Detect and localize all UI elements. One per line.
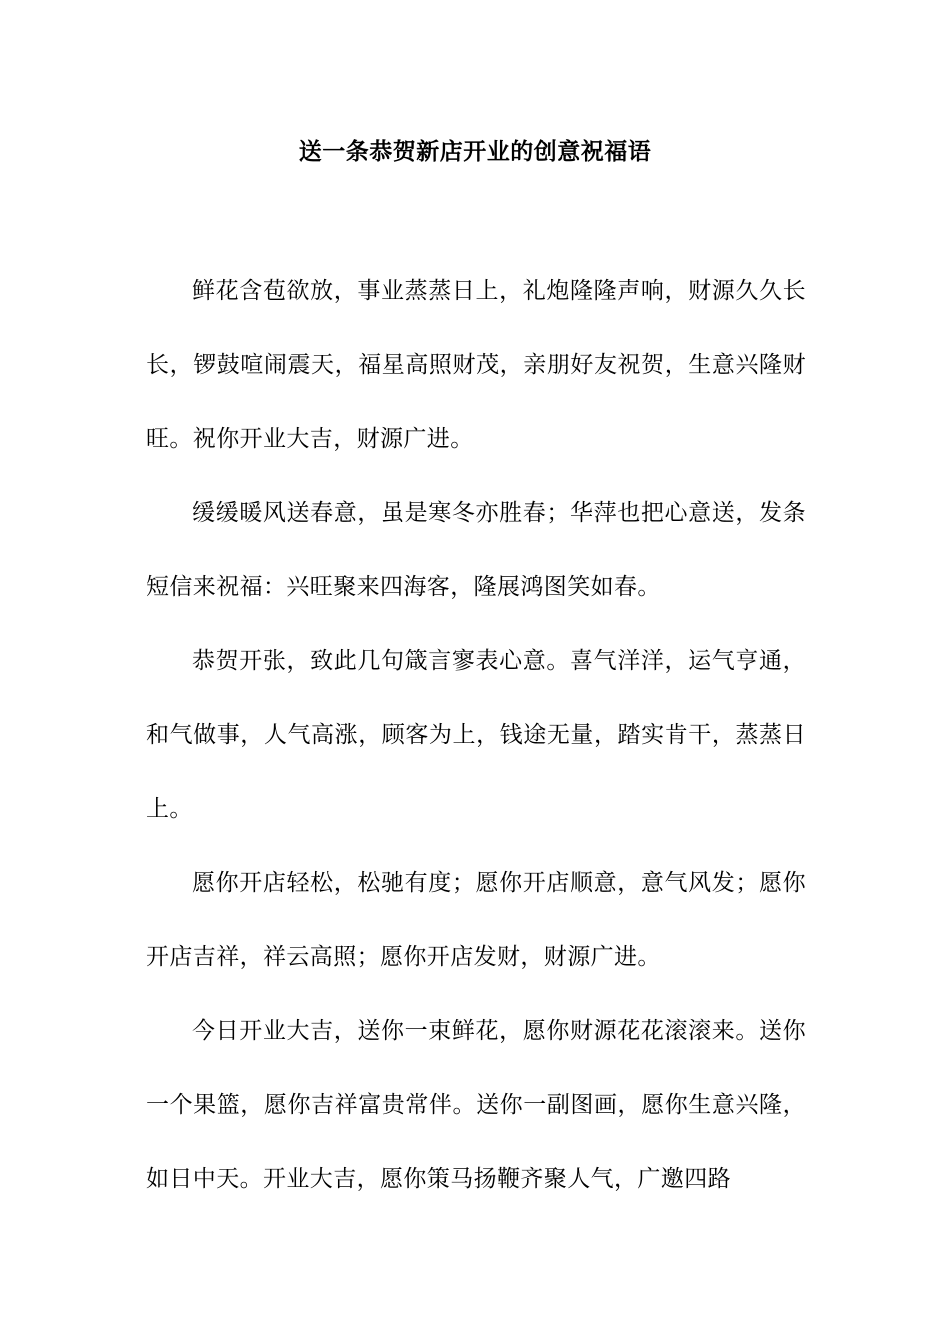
paragraph-1: 鲜花含苞欲放，事业蒸蒸日上，礼炮隆隆声响，财源久久长长，锣鼓喧闹震天，福星高照财茂，亲朋好友祝贺，生意兴隆财旺。祝你开业大吉，财源广进。 [146, 278, 806, 452]
paragraph-5: 今日开业大吉，送你一束鲜花，愿你财源花花滚滚来。送你一个果篮，愿你吉祥富贵常伴。送你一副图画，愿你生意兴隆，如日中天。开业大吉，愿你策马扬鞭齐聚人气，广邀四路 [146, 1018, 806, 1192]
document-body [146, 254, 806, 1216]
paragraph-4: 愿你开店轻松，松驰有度；愿你开店顺意，意气风发；愿你开店吉祥，祥云高照；愿你开店发财，财源广进。 [146, 870, 806, 970]
paragraph-3: 恭贺开张，致此几句箴言寥表心意。喜气洋洋，运气亨通，和气做事，人气高涨，顾客为上，钱途无量，踏实肯干，蒸蒸日上。 [146, 648, 806, 822]
paragraph-2: 缓缓暖风送春意，虽是寒冬亦胜春；华萍也把心意送，发条短信来祝福：兴旺聚来四海客，隆展鸿图笑如春。 [146, 500, 806, 600]
document-title: 送一条恭贺新店开业的创意祝福语 [298, 138, 652, 165]
